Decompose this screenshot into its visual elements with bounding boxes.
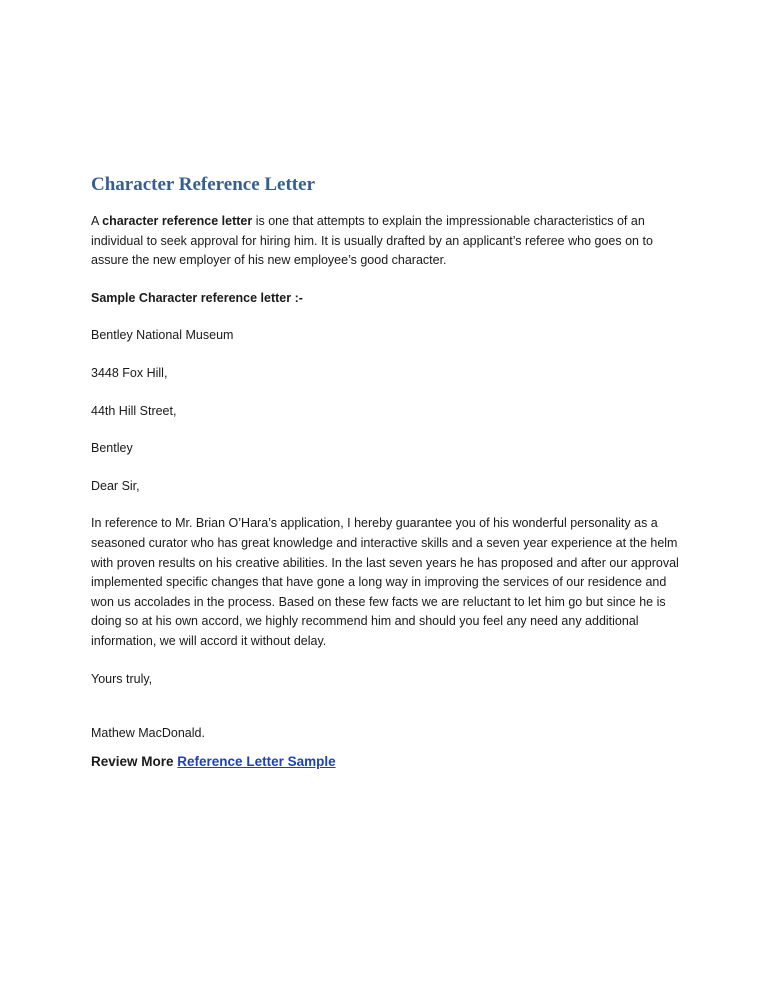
document-title: Character Reference Letter bbox=[91, 174, 316, 195]
signature: Mathew MacDonald. bbox=[91, 726, 205, 741]
document-content bbox=[91, 172, 681, 772]
address-line-3: 44th Hill Street, bbox=[91, 403, 177, 418]
sample-heading: Sample Character reference letter :- bbox=[91, 290, 303, 305]
review-prefix: Review More bbox=[91, 753, 178, 769]
closing: Yours truly, bbox=[91, 671, 153, 686]
intro-paragraph bbox=[91, 212, 681, 271]
reference-letter-sample-link[interactable]: Reference Letter Sample bbox=[177, 753, 336, 769]
intro-prefix: A bbox=[91, 214, 103, 228]
letter-body: In reference to Mr. Brian O’Hara’s application, I hereby guarantee you of his wonderful personality as a seasoned curator who has great knowledge and interactive skills and a seven year experience at the helm with proven results on his creative abilities. In the last seven years he has proposed and after our approval implemented specific changes that have gone a long way in improving the services of our residence and won us accolades in the process. Based on these few facts we are reluctant to let him go but since he is doing so at his own accord, we highly recommend him and should you feel any need any additional information, we will accord it without delay. bbox=[91, 516, 679, 648]
intro-bold-term: character reference letter bbox=[102, 214, 253, 228]
salutation: Dear Sir, bbox=[91, 478, 140, 493]
intro-rest: is one that attempts to explain the impressionable characteristics of an individual to seek approval for hiring him. It is usually drafted by an applicant’s referee who goes on to assure the new employer of his new employee’s good character. bbox=[91, 214, 653, 268]
address-line-1: Bentley National Museum bbox=[91, 328, 234, 343]
address-line-2: 3448 Fox Hill, bbox=[91, 365, 168, 380]
address-line-4: Bentley bbox=[91, 441, 133, 456]
review-more-line bbox=[91, 752, 681, 772]
